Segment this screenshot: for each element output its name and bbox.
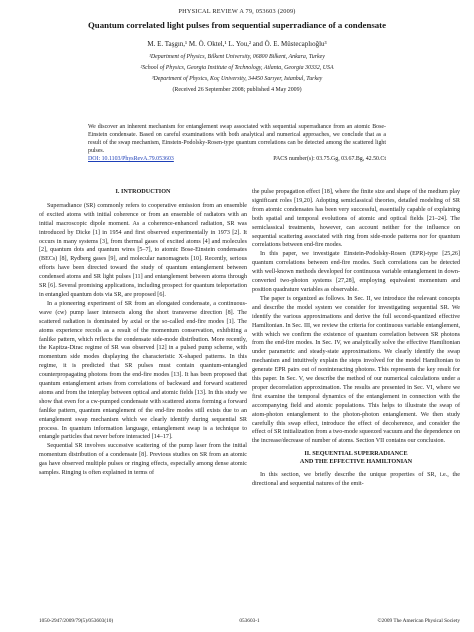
section-heading-introduction: I. INTRODUCTION (115, 188, 171, 195)
footer-page-number: 053603-1 (239, 618, 260, 624)
section-heading-line-2: AND THE EFFECTIVE HAMILTONIAN (299, 458, 413, 466)
page-footer (39, 618, 460, 626)
section-heading-line-1: II. SEQUENTIAL SUPERRADIANCE (304, 450, 408, 458)
running-head: PHYSICAL REVIEW A 79, 053603 (2009) (178, 8, 296, 15)
abstract: We discover an inherent mechanism for entanglement swap associated with sequential superradiance from an atomic Bose-Einstein condensate. Based on careful examinations with both analytical and numerical approaches, we conclude that as a result of the swap mechanism, Einstein-Podolsky-Rosen-type quantum correlations can be detected among the scattered light pulses. (88, 124, 386, 154)
footer-issn: 1050-2947/2009/79(5)/053603(10) (39, 618, 114, 624)
author-list: M. E. Taşgın,¹ M. Ö. Oktel,¹ L. You,² and Ö. E. Müstecaplıoğlu³ (147, 40, 327, 48)
section-heading-sequential-superradiance (252, 450, 460, 466)
affiliation-3: ³Department of Physics, Koç University, 34450 Sarıyer, Istanbul, Turkey (151, 76, 323, 82)
doi-link[interactable]: DOI: 10.1103/PhysRevA.79.053603 (88, 156, 174, 162)
footer-copyright: ©2009 The American Physical Society (377, 618, 460, 624)
left-column (39, 188, 247, 478)
intro-paragraph-1: Superradiance (SR) commonly refers to cooperative emission from an ensemble of excited atoms with initial coherence or from an ensemble of radiators with an initial macroscopic dipole moment. As a coherence-enhanced radiation, SR was introduced by Dicke [1] in 1954 and first observed experimentally in 1973 [2]. It occurs in many systems [3], from thermal gases of excited atoms [4] and molecules [2], quantum dots and quantum wires [5–7], to atomic Bose-Einstein condensates (BECs) [8], Rydberg gases [9], and molecular nanomagnets [10]. Recently, serious efforts have been directed toward the study of quantum entanglement between condensed atoms and SR light pulses [11] and entanglement between atoms through SR [6]. Several promising applications, including prospect for quantum teleportation in entangled quantum dots via SR, are proposed [6]. (39, 202, 247, 298)
intro-paragraph-3: Sequential SR involves successive scattering of the pump laser from the initial momentum distribution of a condensate [8]. Previous studies on SR from an atomic gas have observed multiple pulses or ringing effects, especially among dense atomic samples. Ringing is often explained in terms of (39, 443, 247, 477)
affiliation-2: ²School of Physics, Georgia Institute of Technology, Atlanta, Georgia 30332, USA (140, 65, 334, 71)
intro-paragraph-5: In this paper, we investigate Einstein-Podolsky-Rosen (EPR)-type [25,26] quantum correlations between end-fire modes. Such correlations can be detected with well-known methods developed for continuous variable entanglement in down-converted two-photon systems [27,28], employing equivalent momentum and position quadrature variables as observable. (252, 251, 460, 293)
intro-paragraph-2: In a pioneering experiment of SR from an elongated condensate, a continuous-wave (cw) pump laser intersects along the short transverse direction [8]. The scattered radiation is dominated by axial or the so-called end-fire modes [1]. The atoms experience recoils as a result of the momentum conservation, exhibiting a fanlike pattern, which reflects the condensate side-mode distribution. More recently, the Kapitza-Dirac regime of SR was observed [12] in a pulsed pump scheme, with momentum side modes displaying the characteristic X-shaped patterns. In this regime, it is predicted that SR pulses must contain quantum-entangled counterpropagating photons from the end-fire modes [13]. It has been proposed that quantum entanglement arises from correlations of backward and forward scattered atoms and from the interplay between optical and atomic fields [13]. In this study we show that even for a cw-pumped condensate with scattered atoms forming a forward fanlike pattern, quantum entanglement of the end-fire modes still exists due to an entanglement swap mechanism which we clearly identify during sequential SR process. In quantum information language, entanglement swap is a technique to entangle particles that never before interacted [14–17]. (39, 300, 247, 441)
right-column (252, 188, 460, 489)
paper-title: Quantum correlated light pulses from sequential superradiance of a condensate (87, 20, 387, 30)
received-date: (Received 26 September 2008; published 4 May 2009) (172, 87, 302, 93)
section2-paragraph-1: In this section, we briefly describe the unique properties of SR, i.e., the directional and sequential natures of the emit- (252, 472, 460, 488)
affiliation-1: ¹Department of Physics, Bilkent University, 06800 Bilkent, Ankara, Turkey (149, 54, 325, 60)
doi-pacs-line (88, 156, 386, 165)
pacs-numbers: PACS number(s): 03.75.Gg, 03.67.Bg, 42.50.Ct (273, 156, 386, 162)
intro-paragraph-4: the pulse propagation effect [18], where the finite size and shape of the medium play significant roles [19,20]. Adopting semiclassical theories, detailed modeling of SR from atomic condensates has been very successful, essentially capable of explaining both spatial and temporal evolutions of atomic and optical fields [21–24]. The semiclassical treatments, however, can account neither for the influence on sequential scattering associated with ring from side-mode patterns nor for quantum correlations between end-fire modes. (252, 189, 460, 249)
intro-paragraph-6: The paper is organized as follows. In Sec. II, we introduce the relevant concepts and describe the model system we consider for investigating sequential SR. We identify the various approximations and derive the full second-quantized effective Hamiltonian. In Sec. III, we review the criteria for continuous variable entanglement, with which we confirm the existence of quantum correlation between SR photons from the end-fire modes. In Sec. IV, we analytically solve the effective Hamiltonian under parametric and steady-state approximations. We clearly identify the swap mechanism and intuitively explain the steps involved for the model Hamiltonian to generate EPR pairs out of noninteracting photons. This represents the key result for this paper. In Sec. V, we describe the method of our numerical calculations under a proper decorrelation approximation. The results are presented in Sec. VI, where we first examine the temporal dynamics of the entanglement in connection with the accompanying field and atomic populations. This helps to illustrate the swap of atom-photon entanglement to the photon-photon entanglement. We then study carefully this swap effect, introduce the effect of decoherence, and consider the effect of SR initialization from a two-mode squeezed vacuum and the dependence on the increase/decrease of number of atoms. Section VII contains our conclusion. (252, 295, 460, 445)
